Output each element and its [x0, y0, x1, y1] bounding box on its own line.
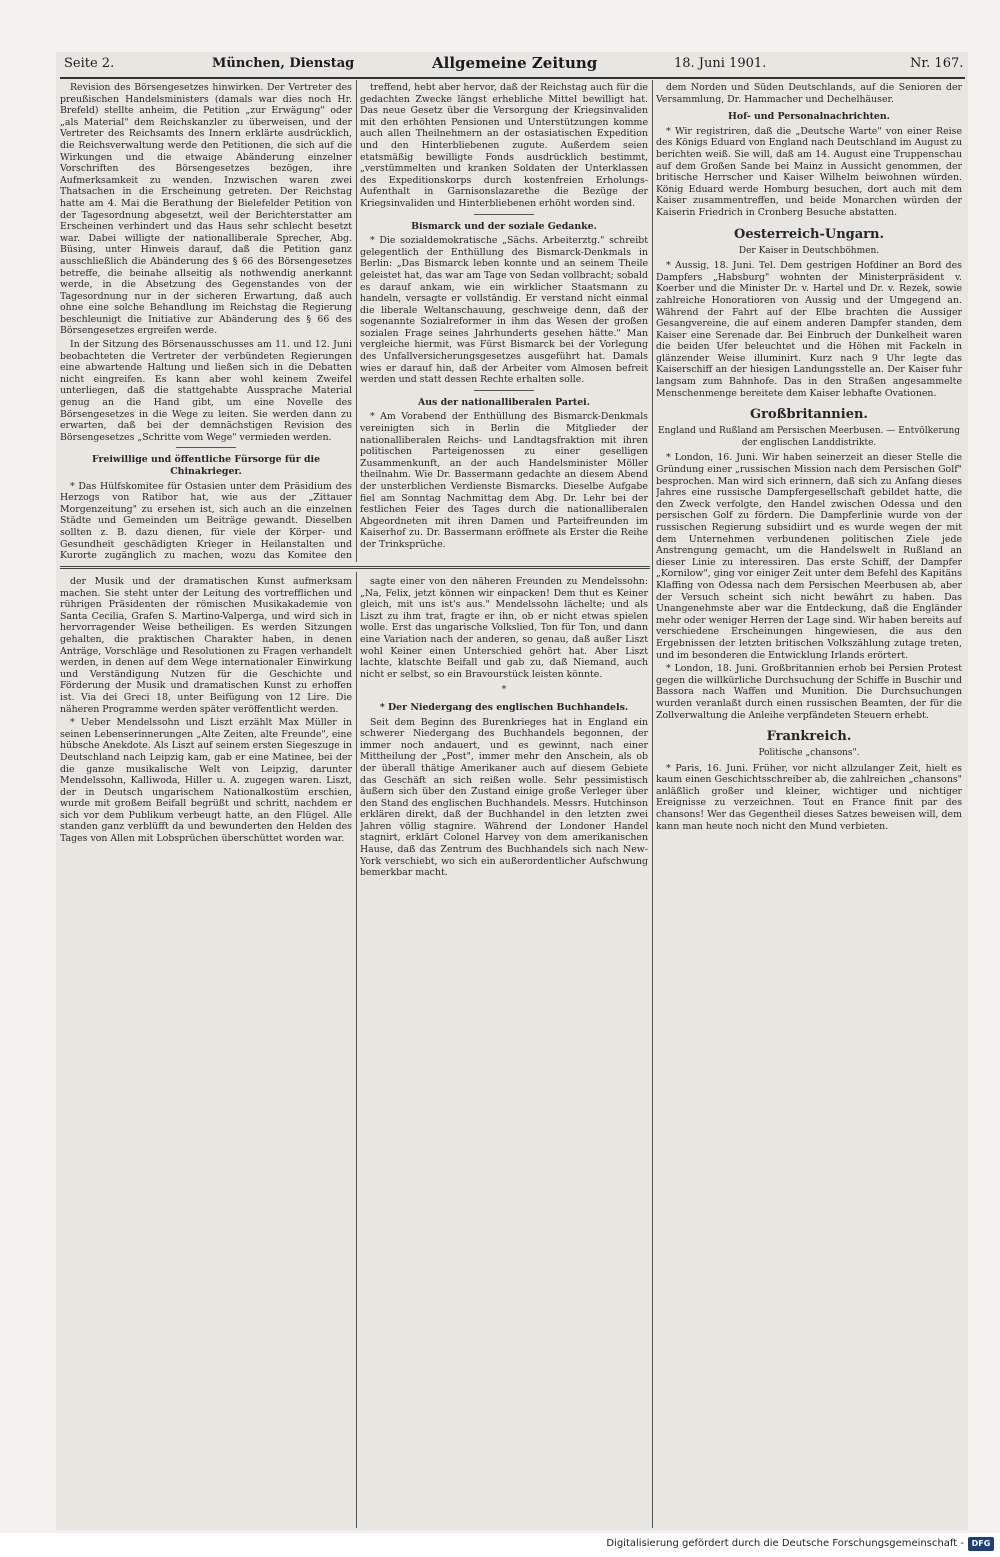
article-text: sagte einer von den näheren Freunden zu Mendelssohn: „Na, Felix, jetzt können wir einpacken! Dem thut es Keiner gleich, mit uns ist's aus." Mendelssohn lächelte; und als Liszt zu ihm trat, fragte er ihn, ob er nicht etwas spielen wolle. Erst das ungarische Volkslied, Ton für Ton, und dann eine Variation nach der anderen, so genau, daß außer Liszt wohl Keiner einen Unterschied gehört hat. Aber Liszt lachte, klatschte Beifall und gab zu, daß Niemand, auch nicht er selbst, so ein Bravourstück leisten könnte.	[360, 576, 648, 680]
issue-date: 18. Juni 1901.	[674, 56, 767, 71]
article-heading: Aus der nationalliberalen Partei.	[417, 396, 591, 408]
paper-title-text: Allgemeine Zeitung	[432, 54, 598, 72]
article-text: treffend, hebt aber hervor, daß der Reichstag auch für die gedachten Zwecke längst erhebliche Mittel bewilligt hat. Das neue Gesetz über die Versorgung der Kriegsinvaliden mit den erhöhten Pensionen und Unterstützungen komme auch allen Theilnehmern an der ostasiatischen Expedition und den Hinterbliebenen zugute. Außerdem seien etatsmäßig bewilligte Fonds ausdrücklich bestimmt, „verstümmelten und kranken Soldaten der Unterklassen des Expeditionskorps durch kostenfreien Erholungs-Aufenthalt in Garnisonslazarethe die Bezüge der Kriegsinvaliden und Hinterbliebenen erhöht worden sind.	[360, 82, 648, 209]
article-text: In der Sitzung des Börsenausschusses am 11. und 12. Juni beobachteten die Vertreter der verbündeten Regierungen eine abwartende Haltung und ließen sich in die Debatten nicht eingreifen. Es kann aber wohl keinem Zweifel unterliegen, daß die stattgehabte Aussprache Material genug an die Hand gibt, um eine Novelle des Börsengesetzes in die Wege zu leiten. Sie werden dann zu erwarten, daß bei der demnächstigen Revision des Börsengesetzes „Schritte vom Wege" vermieden werden.	[60, 339, 352, 443]
article-heading: Bismarck und der soziale Gedanke.	[411, 220, 597, 232]
section-rule	[474, 214, 534, 215]
country-heading: Oesterreich-Ungarn.	[734, 226, 884, 242]
article-text: * Wir registriren, daß die „Deutsche Warte" von einer Reise des Königs Eduard von England nach Deutschland im August zu berichten weiß. Sie will, daß am 14. August eine Truppenschau auf dem Großen Sande bei Mainz in Aussicht genommen, der britische Herrscher und Kaiser Wilhelm beiwohnen würden. König Eduard werde Homburg besuchen, dort auch mit dem Kaiser zusammentreffen, und beide Monarchen würden der Kaiserin Friedrich in Cronberg Besuche abstatten.	[656, 125, 962, 218]
article-text: * Die sozialdemokratische „Sächs. Arbeiterztg." schreibt gelegentlich der Enthüllung des Bismarck-Denkmals in Berlin: „Das Bismarck leben konnte und an seinem Theile geleistet hat, das war am Tage von Sedan vollbracht; sobald es darauf ankam, wie ein wirklicher Staatsmann zu handeln, versagte er vollständig. Er verstand nicht einmal die liberale Weltanschauung, geschweige denn, daß der sogenannte Sozialreformer in ihm das Wesen der großen sozialen Frage seines Jahrhunderts gesehen hätte." Man vergleiche hiermit, was Fürst Bismarck bei der Vorlegung des Unfallversicherungsgesetzes ausgeführt hat. Damals wies er darauf hin, daß der Arbeiter vom Almosen befreit werden und statt dessen Rechte erhalten solle.	[360, 235, 648, 386]
feuilleton-column-1	[60, 576, 352, 1528]
article-subheading: England und Rußland am Persischen Meerbusen. — Entvölkerung der englischen Landdistrikte.	[657, 426, 961, 448]
article-text: * Paris, 16. Juni. Früher, vor nicht allzulanger Zeit, hielt es kaum einen Geschichtsschreiber ab, die zahlreichen „chansons" anläßlich großer und kleiner, wichtiger und nichtiger Ereignisse zu verzeichnen. Tout en France finit par des chansons! Wer das Gegentheil dieses Satzes beweisen will, dem kann man heute noch nicht den Mund verbieten.	[656, 762, 962, 832]
article-heading: * Der Niedergang des englischen Buchhandels.	[379, 701, 629, 713]
feuilleton-column-2	[360, 576, 648, 1528]
feuilleton-divider	[60, 566, 650, 569]
article-text: Revision des Börsengesetzes hinwirken. Der Vertreter des preußischen Handelsministers (damals war dies noch Hr. Brefeld) stellte anheim, die Petition „zur Erwägung" oder „als Material" dem Reichskanzler zu überweisen, und der Vertreter des Reichsamts des Innern erklärte ausdrücklich, die Reichsverwaltung werde den Petitionen, die sich auf die Wirkungen und die etwaige Abänderung einzelner Vorschriften des Börsengesetzes bezögen, ihre Aufmerksamkeit zu wenden. Inzwischen waren zwei Thatsachen in die Erscheinung getreten. Der Reichstag hatte am 4. Mai die Berathung der Bielefelder Petition von der Tagesordnung abgesetzt, weil der Berichterstatter am Erscheinen verhindert und das Haus sehr schlecht besetzt war. Dabei willigte der nationalliberale Sprecher, Abg. Büsing, unter Hinweis darauf, daß die Petition ganz ausschließlich die Abänderung des § 66 des Börsengesetzes betreffe, die beinahe allseitig als nothwendig anerkannt werde, in die Absetzung des Gegenstandes von der Tagesordnung nur in der sicheren Erwartung, daß auch ohne eine solche Behandlung im Reichstag die Regierung beschleunigt die Initiative zur Abänderung des § 66 des Börsengesetzes ergreifen werde.	[60, 82, 352, 337]
article-text: * London, 16. Juni. Wir haben seinerzeit an dieser Stelle die Gründung einer „russischen Mission nach dem Persischen Golf" besprochen. Man wird sich erinnern, daß sich zu Anfang dieses Jahres eine russische Dampfergesellschaft gebildet hatte, die den Zweck verfolgte, den Handel zwischen Odessa und den persischen Golf zu fördern. Die Dampferlinie wurde von der russischen Regierung subsidiirt und es wurde wegen der mit dem Unternehmen verbundenen politischen Ziele jede Anstrengung gemacht, um die Handelswelt in Rußland an dieser Linie zu interessiren. Das erste Schiff, der Dampfer „Kornilow", ging vor einiger Zeit unter dem Befehl des Kapitäns Klaffing von Odessa nach dem Persischen Meerbusen ab, aber der Versuch scheint sich nicht bewährt zu haben. Das Unangenehmste aber war die Entdeckung, daß die Engländer mehr oder weniger Herren der Lage sind. Wir haben bereits auf verschiedene Erscheinungen hingewiesen, die aus den Ergebnissen der letzten britischen Volkszählung zutage treten, und im besonderen die Entwicklung Irlands erörtert.	[656, 452, 962, 661]
digitization-footer	[0, 1533, 1000, 1557]
article-text: Seit dem Beginn des Burenkrieges hat in England ein schwerer Niedergang des Buchhandels begonnen, der immer noch andauert, und es gewinnt, nach einer Mittheilung der „Post", immer mehr den Anschein, als ob der überall thätige Amerikaner auch auf diesem Gebiete das Geschäft an sich reißen wolle. Sehr pessimistisch äußern sich über den Zustand einige große Verleger über den Stand des englischen Buchhandels. Messrs. Hutchinson erklären direkt, daß der Buchhandel in den letzten zwei Jahren völlig stagnire. Während der Londoner Handel stagnirt, erklärt Colonel Harvey von dem amerikanischen Hause, daß das Zentrum des Buchhandels sich nach New-York verschiebt, wo sich ein außerordentlicher Aufschwung bemerkbar macht.	[360, 716, 648, 879]
city-day-text: München, Dienstag	[212, 56, 355, 71]
column-1	[60, 82, 352, 562]
column-rule-1	[356, 80, 357, 562]
section-rule	[474, 390, 534, 391]
column-2	[360, 82, 648, 562]
paper-title	[432, 54, 597, 76]
footer-credit: Digitalisierung gefördert durch die Deutsche Forschungsgemeinschaft -	[606, 1538, 964, 1549]
masthead-rule	[60, 77, 965, 79]
article-text: * Ueber Mendelssohn und Liszt erzählt Max Müller in seinen Lebenserinnerungen „Alte Zeiten, alte Freunde", eine hübsche Anekdote. Als Liszt auf seinem ersten Siegeszuge in Deutschland nach Leipzig kam, gab er eine Matinee, bei der die ganze musikalische Welt von Leipzig, darunter Mendelssohn, Kalliwoda, Hiller u. A. zugegen waren. Liszt, der in Deutsch ungarischem Nationalkostüm erschien, wurde mit großem Beifall begrüßt und schritt, nachdem er sich vor dem Publikum verbeugt hatte, an den Flügel. Alle standen ganz verblüfft da und bewunderten den Helden des Tages von Allen mit Lobsprüchen überschüttet worden war.	[60, 717, 352, 845]
dfg-logo-icon: DFG	[968, 1537, 994, 1551]
article-heading: Freiwillige und öffentliche Fürsorge für die Chinakrieger.	[91, 454, 321, 477]
country-heading: Großbritannien.	[750, 407, 868, 423]
column-3	[656, 82, 962, 1528]
city-day	[212, 56, 354, 78]
article-text: dem Norden und Süden Deutschlands, auf die Senioren der Versammlung, Dr. Hammacher und Dechelhäuser.	[656, 82, 962, 105]
article-text: * Am Vorabend der Enthüllung des Bismarck-Denkmals vereinigten sich in Berlin die Mitglieder der nationalliberalen Reichs- und Landtagsfraktion mit ihren politischen Parteigenossen zu einer geselligen Zusammenkunft, an der auch Handelsminister Möller theilnahm. Wie Dr. Bassermann gedachte an diesem Abend der unsterblichen Verdienste Bismarcks. Dieselbe Aufgabe fiel am Sonntag Nachmittag dem Abg. Dr. Lehr bei der festlichen Feier des Tages durch die nationalliberalen Abgeordneten mit ihren Damen und Parteifreunden im Kaiserhof zu. Dr. Bassermann eröffnete als Erster die Reihe der Trinksprüche.	[360, 411, 648, 550]
column-rule-3	[356, 572, 357, 1528]
article-subheading: Der Kaiser in Deutschböhmen.	[738, 245, 880, 256]
article-text: * London, 18. Juni. Großbritannien erhob bei Persien Protest gegen die willkürliche Durchsuchung der Schiffe in Buschir und Bassora nach Waffen und Munition. Die Durchsuchungen wurden veranlaßt durch einen russischen Beamten, der für die Zollverwaltung die Anleihe verpfändeten Steuern erhebt.	[656, 663, 962, 721]
article-subheading: Politische „chansons".	[758, 748, 860, 759]
country-heading: Frankreich.	[766, 729, 852, 745]
separator-asterisk: *	[501, 684, 507, 696]
article-text: der Musik und der dramatischen Kunst aufmerksam machen. Sie steht unter der Leitung des vortrefflichen und rührigen Präsidenten der römischen Musikakademie von Santa Cecilia, Grafen S. Martino-Valperga, und wird sich in hervorragender Weise betheiligen. Es werden Sitzungen gehalten, die praktischen Charakter haben, in denen Anträge, Vorschläge und Resolutionen zu Fragen verhandelt werden, in denen auf dem Wege internationaler Einwirkung und Verständigung Nutzen für die Geschichte und Förderung der Musik und dramatischen Kunst zu erhoffen ist. Via dei Greci 18, unter Beifügung von 12 Lire. Die näheren Programme werden später veröffentlicht werden.	[60, 576, 352, 715]
issue-number: Nr. 167.	[910, 56, 964, 71]
article-text: * Aussig, 18. Juni. Tel. Dem gestrigen Hofdiner an Bord des Dampfers „Habsburg" wohnten der Ministerpräsident v. Koerber und die Minister Dr. v. Hartel und Dr. v. Rezek, sowie zahlreiche Honoratioren von Aussig und der Umgegend an. Während der Fahrt auf der Elbe brachten die Aussiger Gesangvereine, die auf einem anderen Dampfer standen, dem Kaiser eine Serenade dar. Bei Einbruch der Dunkelheit waren die beiden Ufer beleuchtet und die Höhen mit Fackeln in glänzender Weise illuminirt. Kurz nach 9 Uhr legte das Kaiserschiff an der hiesigen Landungsstelle an. Der Kaiser fuhr langsam zum Bahnhofe. Das in den Straßen angesammelte Menschenmenge bereitete dem Kaiser lebhafte Ovationen.	[656, 260, 962, 399]
page-number: Seite 2.	[64, 56, 115, 71]
section-heading: Hof- und Personalnachrichten.	[728, 111, 890, 123]
article-text: * Das Hülfskomitee für Ostasien unter dem Präsidium des Herzogs von Ratibor hat, wie aus der „Zittauer Morgenzeitung" zu ersehen ist, sich auch an die einzelnen Städte und Gemeinden um Beiträge gewandt. Dieselben sollten z. B. dazu dienen, für viele der Körper- und Gesundheit geschädigten Krieger in Heilanstalten und Kurorte zugänglich zu machen, wozu das Komitee den	[60, 480, 352, 562]
column-rule-2	[652, 80, 653, 1528]
section-rule	[176, 447, 236, 448]
